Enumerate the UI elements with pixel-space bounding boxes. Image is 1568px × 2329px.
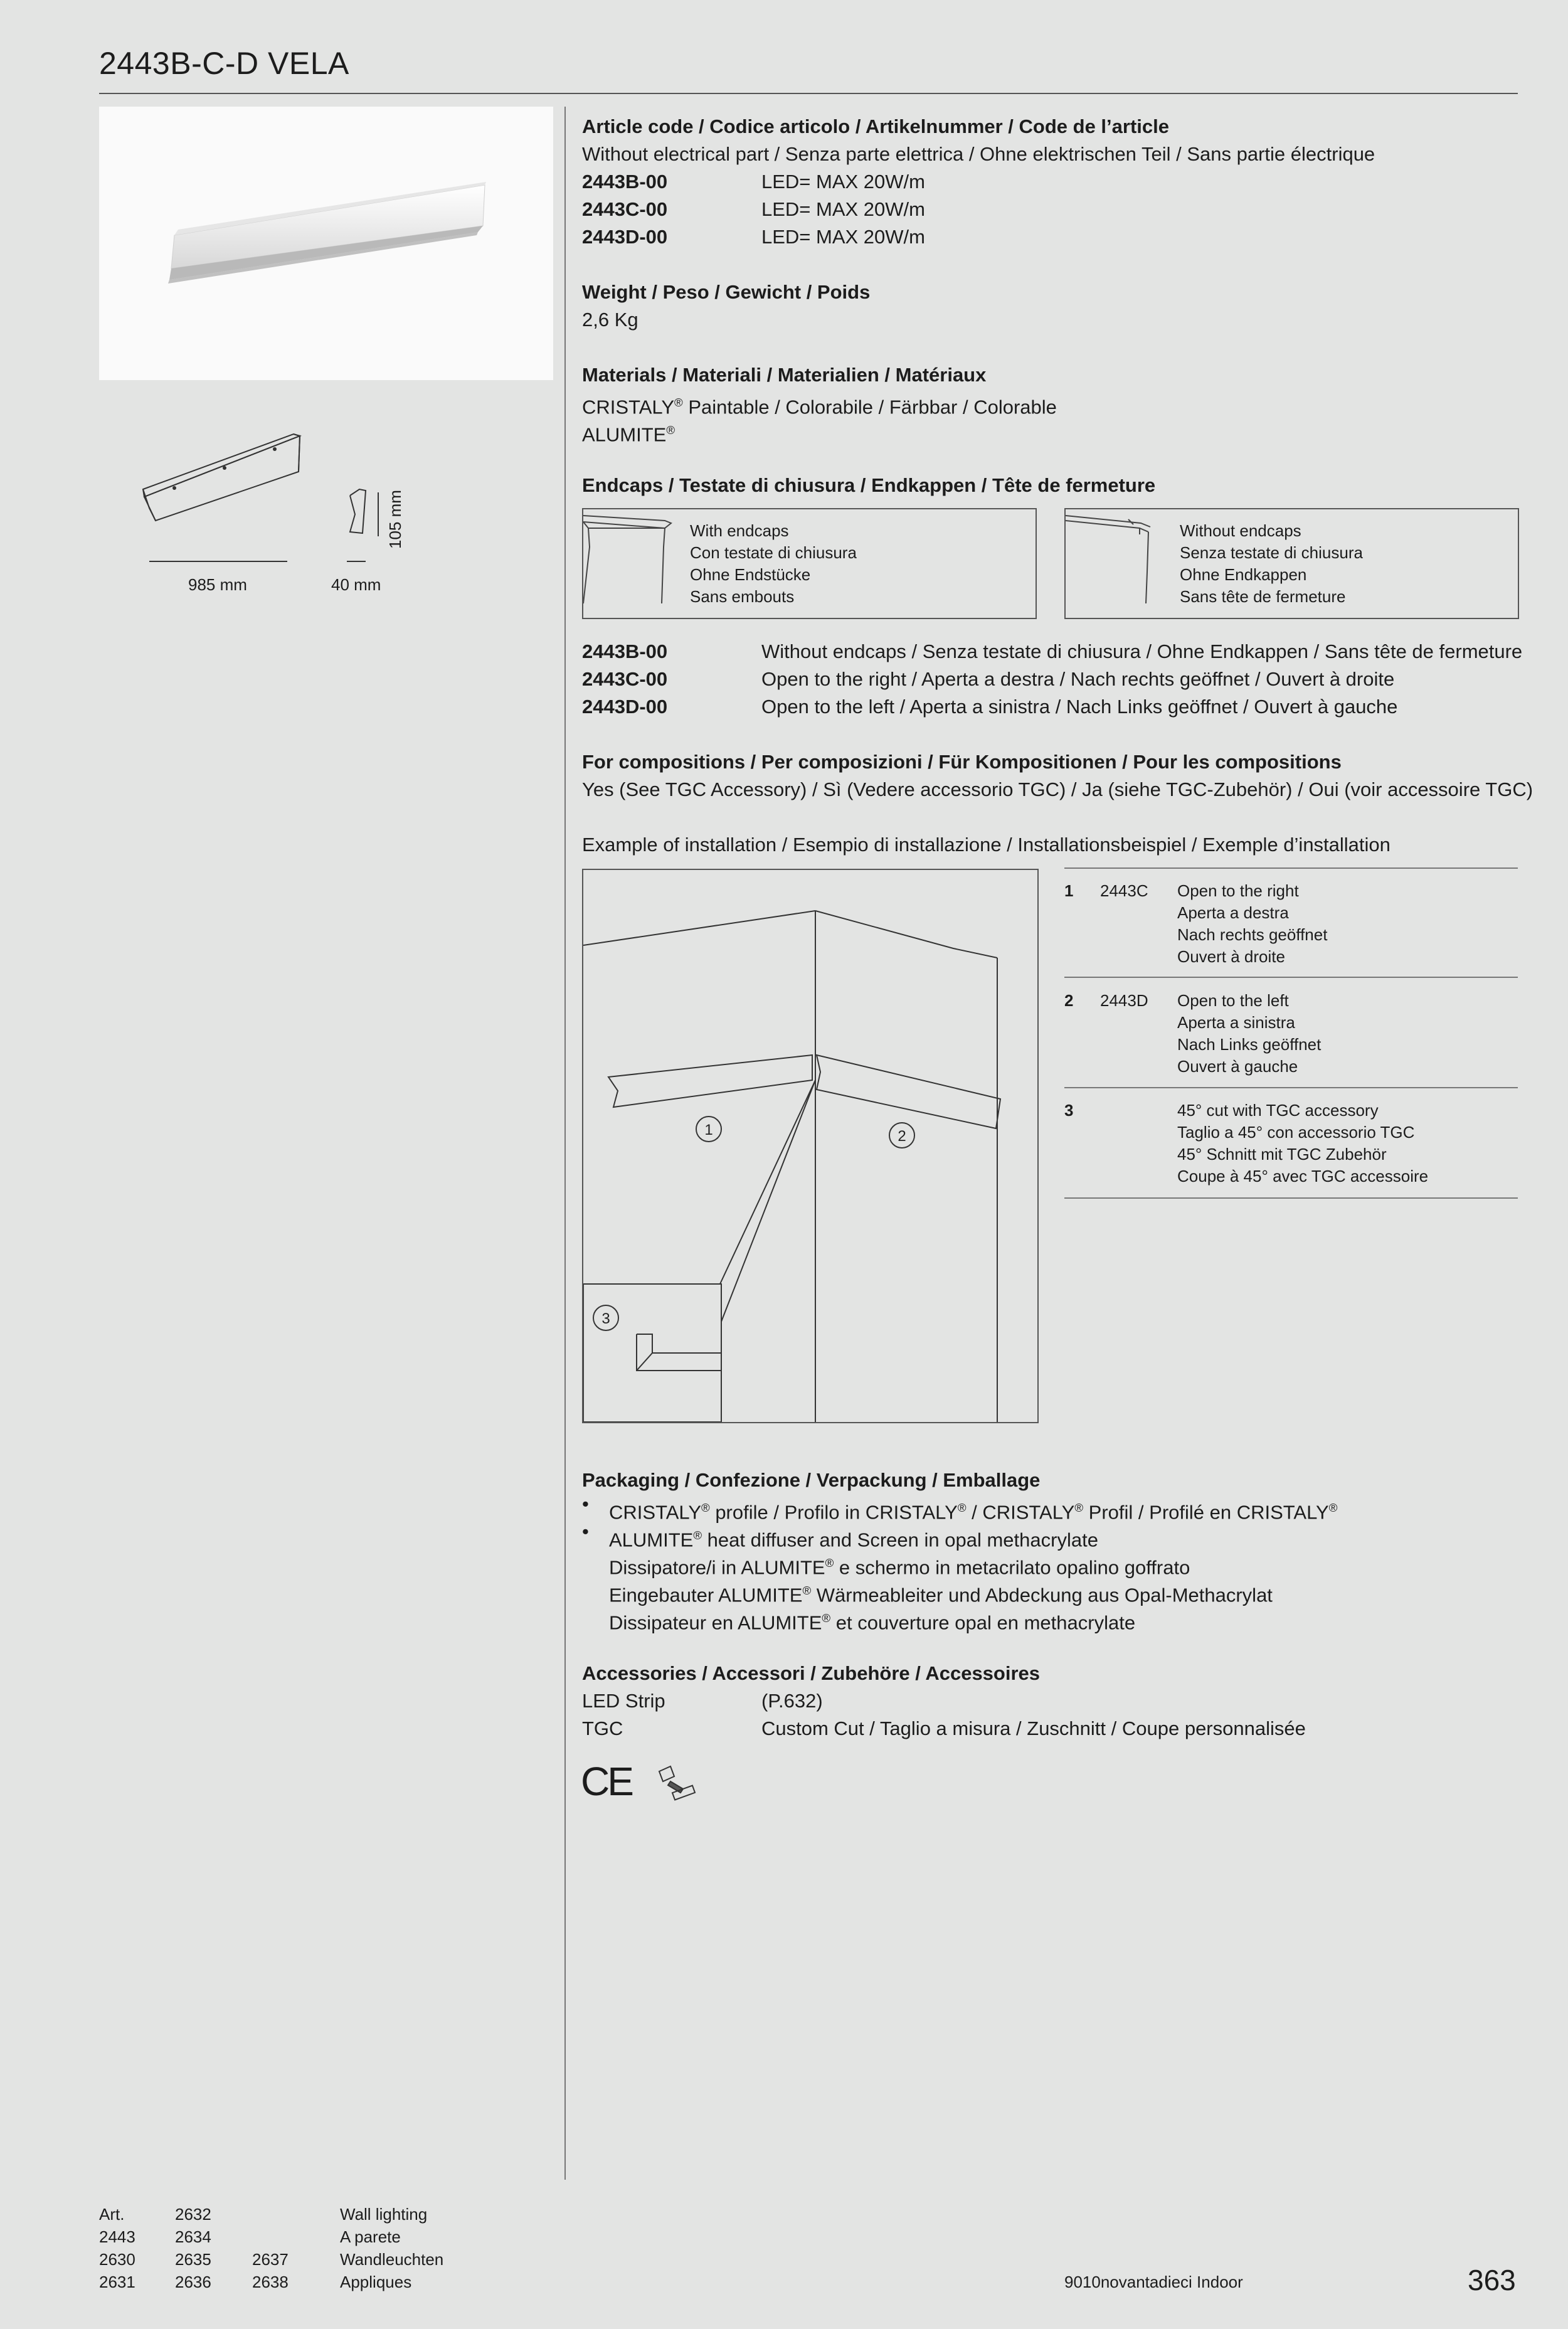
- packaging-line-4: Eingebauter ALUMITE® Wärmeableiter und Abdeckung aus Opal-Methacrylat: [609, 1584, 1273, 1606]
- variant-row: 2443C-00 Open to the right / Aperta a destra / Nach rechts geöffnet / Ouvert à droite: [582, 668, 1395, 690]
- product-photo: [99, 107, 553, 380]
- accessory-row: TGC Custom Cut / Taglio a misura / Zuschnitt / Coupe personnalisée: [582, 1717, 1306, 1739]
- materials-heading: Materials / Materiali / Materialien / Matériaux: [582, 364, 987, 386]
- legend-divider: [1064, 1087, 1518, 1088]
- footer-art-col-2: 2632 2634 2635 2636: [175, 2205, 211, 2291]
- article-row: 2443C-00 LED= MAX 20W/m: [582, 198, 925, 220]
- variant-row: 2443D-00 Open to the left / Aperta a sinistra / Nach Links geöffnet / Ouvert à gauche: [582, 696, 1398, 718]
- ce-mark: CE: [581, 1759, 632, 1804]
- legend-number: 2: [1064, 991, 1074, 1010]
- callout-1: 1: [704, 1122, 713, 1138]
- bullet: •: [582, 1493, 589, 1515]
- page-title: 2443B-C-D VELA: [99, 46, 349, 81]
- endcaps-heading: Endcaps / Testate di chiusura / Endkappen / Tête de fermeture: [582, 474, 1156, 496]
- with-endcaps-drawing: [583, 509, 677, 616]
- callout-2: 2: [898, 1128, 906, 1145]
- legend-code: 2443D: [1100, 991, 1148, 1010]
- callout-3: 3: [601, 1310, 610, 1327]
- packaging-line-5: Dissipateur en ALUMITE® et couverture opal en methacrylate: [609, 1611, 1136, 1634]
- accessory-row: LED Strip (P.632): [582, 1690, 823, 1712]
- compositions-heading: For compositions / Per composizioni / Für Kompositionen / Pour les compositions: [582, 751, 1342, 773]
- variant-row: 2443B-00 Without endcaps / Senza testate di chiusura / Ohne Endkappen / Sans tête de fermeture: [582, 640, 1523, 662]
- legend-description: Open to the left Aperta a sinistra Nach Links geöffnet Ouvert à gauche: [1177, 991, 1322, 1076]
- footer-art-col-3: 2637 2638: [252, 2250, 289, 2291]
- without-endcaps-drawing: [1066, 509, 1160, 616]
- dim-length: 985 mm: [188, 575, 247, 594]
- with-endcaps-text: With endcaps Con testate di chiusura Ohne Endstücke Sans embouts: [690, 521, 857, 606]
- dim-depth: 40 mm: [331, 575, 381, 594]
- paint-icon: [655, 1764, 699, 1805]
- materials-line-2: ALUMITE®: [582, 423, 675, 446]
- dimension-drawing: [99, 427, 475, 602]
- packaging-line-1: CRISTALY® profile / Profilo in CRISTALY® / CRISTALY® Profil / Profilé en CRISTALY®: [609, 1501, 1338, 1524]
- article-subheading: Without electrical part / Senza parte elettrica / Ohne elektrischen Teil / Sans partie électrique: [582, 143, 1375, 165]
- article-row: 2443B-00 LED= MAX 20W/m: [582, 171, 925, 193]
- materials-line-1: CRISTALY® Paintable / Colorabile / Färbbar / Colorable: [582, 396, 1057, 418]
- accessories-heading: Accessories / Accessori / Zubehöre / Accessoires: [582, 1662, 1041, 1684]
- legend-description: Open to the right Aperta a destra Nach rechts geöffnet Ouvert à droite: [1177, 881, 1328, 966]
- dim-height: 105 mm: [386, 490, 405, 549]
- without-endcaps-text: Without endcaps Senza testate di chiusura Ohne Endkappen Sans tête de fermeture: [1180, 521, 1363, 606]
- installation-heading: Example of installation / Esempio di installazione / Installationsbeispiel / Exemple d’installation: [582, 834, 1391, 856]
- legend-code: 2443C: [1100, 881, 1148, 900]
- legend-divider: [1064, 867, 1518, 869]
- packaging-heading: Packaging / Confezione / Verpackung / Emballage: [582, 1469, 1041, 1491]
- legend-divider: [1064, 977, 1518, 978]
- without-endcaps-box: [1064, 508, 1519, 619]
- weight-heading: Weight / Peso / Gewicht / Poids: [582, 281, 871, 303]
- with-endcaps-box: [582, 508, 1037, 619]
- footer-brand: 9010novantadieci Indoor: [1064, 2273, 1243, 2291]
- compositions-value: Yes (See TGC Accessory) / Sì (Vedere accessorio TGC) / Ja (siehe TGC-Zubehör) / Oui (voir accessoire TGC): [582, 778, 1534, 800]
- legend-divider: [1064, 1197, 1518, 1199]
- legend-number: 3: [1064, 1101, 1074, 1120]
- legend-description: 45° cut with TGC accessory Taglio a 45° con accessorio TGC 45° Schnitt mit TGC Zubehör Coupe à 45° avec TGC accessoire: [1177, 1101, 1429, 1186]
- installation-drawing: [582, 869, 1039, 1423]
- weight-value: 2,6 Kg: [582, 309, 638, 331]
- footer-art-col-1: Art. 2443 2630 2631: [99, 2205, 135, 2291]
- packaging-line-3: Dissipatore/i in ALUMITE® e schermo in metacrilato opalino goffrato: [609, 1556, 1190, 1579]
- footer-category: Wall lighting A parete Wandleuchten Appliques: [340, 2205, 444, 2291]
- legend-number: 1: [1064, 881, 1074, 900]
- product-render-image: [99, 107, 553, 380]
- page-number: 363: [1468, 2264, 1516, 2296]
- article-heading: Article code / Codice articolo / Artikelnummer / Code de l’article: [582, 115, 1169, 137]
- header-rule: [99, 93, 1518, 94]
- bullet: •: [582, 1520, 589, 1542]
- column-divider: [564, 107, 566, 2180]
- article-row: 2443D-00 LED= MAX 20W/m: [582, 226, 925, 248]
- packaging-line-2: ALUMITE® heat diffuser and Screen in opal methacrylate: [609, 1529, 1098, 1551]
